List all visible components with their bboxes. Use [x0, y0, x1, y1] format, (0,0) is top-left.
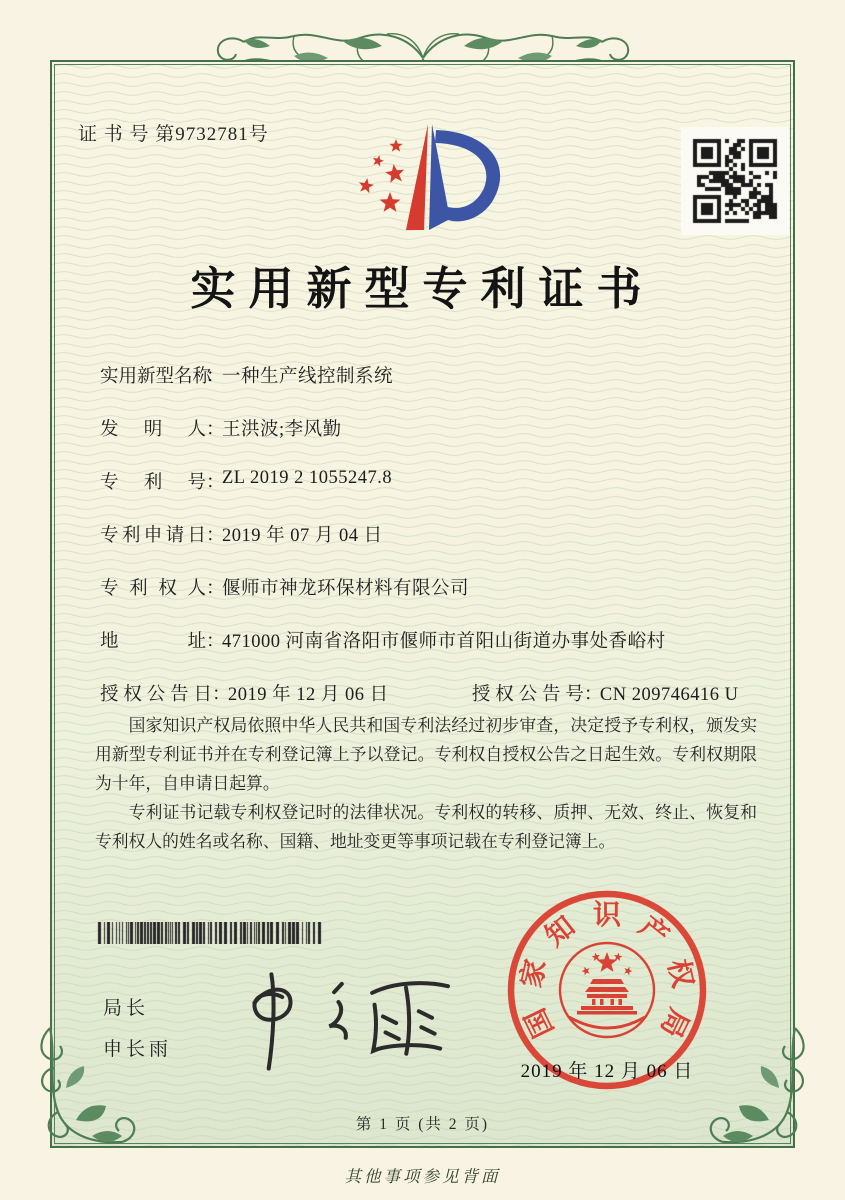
- field-row-patent-number: [100, 468, 392, 494]
- handwritten-signature: [215, 962, 465, 1074]
- field-label: 专利申请日: [100, 526, 206, 546]
- field-label: 专利权人: [100, 579, 206, 599]
- signer-name: 申长雨: [103, 1039, 173, 1060]
- svg-text:局: 局: [653, 1003, 695, 1043]
- barcode: [96, 922, 324, 944]
- logo-star-icon: [373, 155, 384, 166]
- field-value: 王洪波;李风勤: [222, 420, 342, 440]
- field-colon: ：: [206, 579, 225, 599]
- svg-text:识: 识: [592, 900, 622, 931]
- field-row-name: [100, 362, 393, 388]
- logo-wedge-red: [406, 124, 428, 230]
- field-colon: ：: [206, 473, 225, 493]
- field-value: 471000 河南省洛阳市偃师市首阳山街道办事处香峪村: [222, 632, 666, 652]
- logo-p-bowl: [435, 130, 500, 221]
- grant-number-value: CN 209746416 U: [599, 685, 739, 705]
- field-value: 2019 年 07 月 04 日: [222, 526, 383, 546]
- field-colon: ：: [206, 632, 225, 652]
- field-colon: ：: [206, 526, 225, 546]
- field-row-grant: [100, 680, 738, 706]
- legal-text-block: [95, 711, 757, 856]
- field-label: 实用新型名称: [100, 367, 212, 387]
- certificate-number: 证 书 号 第9732781号: [78, 124, 269, 145]
- field-colon: ：: [583, 685, 603, 705]
- national-emblem: [560, 943, 654, 1037]
- legal-paragraph-1: 国家知识产权局依照中华人民共和国专利法经过初步审查，决定授予专利权，颁发实用新型专利证书并在专利登记簿上予以登记。专利权自授权公告之日起生效。专利权期限为十年，自申请日起算。: [95, 716, 757, 793]
- field-label: 专利号: [100, 473, 206, 493]
- cnipa-logo: [338, 116, 522, 246]
- field-colon: ：: [206, 420, 225, 440]
- grant-number-label: 授权公告号: [471, 685, 584, 705]
- field-colon: ：: [206, 367, 225, 387]
- logo-star-icon: [380, 192, 401, 212]
- qr-code: [681, 127, 789, 235]
- field-row-address: [100, 627, 666, 653]
- field-label: 地址: [100, 632, 206, 652]
- field-row-filing-date: [100, 521, 383, 547]
- certificate-title: 实用新型专利证书: [190, 264, 655, 314]
- field-colon: ：: [212, 685, 231, 705]
- legal-paragraph-2: 专利证书记载专利权登记时的法律状况。专利权的转移、质押、无效、终止、恢复和专利权人的姓名或名称、国籍、地址变更等事项记载在专利登记簿上。: [95, 803, 757, 851]
- grant-date-label: 授权公告日: [100, 685, 212, 705]
- svg-text:产: 产: [632, 910, 675, 953]
- svg-text:权: 权: [661, 956, 698, 991]
- logo-star-icon: [389, 139, 402, 152]
- logo-star-icon: [385, 164, 404, 183]
- seal-date: 2019 年 12 月 06 日: [520, 1061, 694, 1082]
- field-value: ZL 2019 2 1055247.8: [222, 468, 393, 488]
- signer-title: 局长: [103, 998, 150, 1019]
- logo-star-icon: [359, 178, 374, 193]
- page-number: 第 1 页 (共 2 页): [355, 1116, 490, 1133]
- svg-text:知: 知: [539, 910, 582, 953]
- back-side-note: 其他事项参见背面: [344, 1167, 501, 1186]
- field-label: 发明人: [100, 420, 206, 440]
- field-row-inventors: [100, 415, 342, 441]
- svg-text:家: 家: [516, 956, 553, 991]
- grant-date-value: 2019 年 12 月 06 日: [228, 685, 389, 705]
- svg-text:国: 国: [519, 1003, 561, 1043]
- field-row-patentee: [100, 574, 469, 600]
- field-value: 一种生产线控制系统: [222, 367, 394, 387]
- field-value: 偃师市神龙环保材料有限公司: [222, 579, 470, 599]
